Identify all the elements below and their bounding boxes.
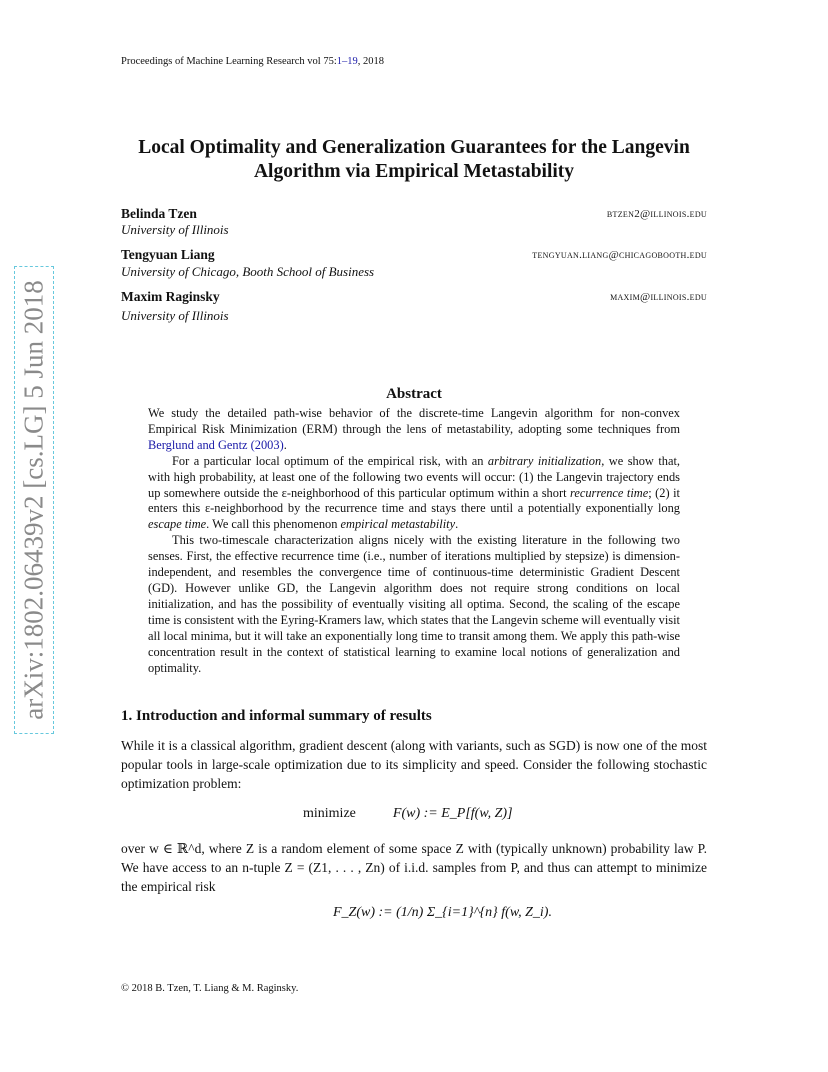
author-email-2[interactable]: tengyuan.liang@chicagobooth.edu: [532, 249, 707, 261]
section-p1-text: While it is a classical algorithm, gradient descent (along with variants, such as SGD) is now one of the most popular tools in large-scale optimization due to its simplicity and speed. Consider the following stochastic optimization problem:: [121, 738, 707, 791]
equation-1-label: minimize: [303, 806, 356, 821]
abstract-paragraph-3: This two-timescale characterization aligns nicely with the existing literature in the following two senses. First, the effective recurrence time (i.e., number of iterations multiplied by stepsize) is dimension-independent, and resembles the convergence time of continuous-time deterministic Gradient Descent (GD). However unlike GD, the Langevin algorithm does not require strong conditions on local initialization, and has the possibility of eventually visiting all optima. Second, the scaling of the escape time is consistent with the Eyring-Kramers law, which states that the Langevin scheme will eventually visit all local minima, but it will take an exponentially long time to transit among them. We apply this path-wise concentration result in the context of statistical learning to examine local notions of generalization and optimality.: [148, 533, 680, 675]
arxiv-stamp-text: arXiv:1802.06439v2 [cs.LG] 5 Jun 2018: [18, 280, 49, 720]
copyright-footer: © 2018 B. Tzen, T. Liang & M. Raginsky.: [121, 983, 299, 994]
section-heading: 1. Introduction and informal summary of results: [121, 708, 432, 724]
author-name-3: Maxim Raginsky: [121, 289, 220, 304]
citation-link[interactable]: Berglund and Gentz (2003): [148, 437, 284, 452]
title-line-2: Algorithm via Empirical Metastability: [253, 161, 575, 182]
pages-link[interactable]: 1–19: [336, 56, 358, 67]
abstract-p2-b: , we show that, with high probability, at least one of the following two events will occur: (1) the Langevin trajectory ends up somewhere outside the ε-neighborhood of this particular optimum within a short: [148, 453, 681, 500]
author-email-3[interactable]: maxim@illinois.edu: [610, 291, 707, 303]
author-email-1[interactable]: btzen2@illinois.edu: [606, 208, 707, 220]
abstract-p2-c: ; (2) it enters this ε-neighborhood by the recurrence time and stays there until a potentially exponentially long: [148, 485, 680, 516]
journal-header-suffix: , 2018: [357, 56, 385, 67]
abstract-p1-end: .: [283, 437, 287, 452]
equation-1: [303, 806, 513, 822]
abstract-p2-em3: escape time: [148, 517, 207, 532]
equation-2-expression: F_Z(w) := (1/n) Σ_{i=1}^{n} f(w, Z_i).: [333, 905, 552, 920]
abstract-p2-em2: recurrence time: [570, 485, 649, 500]
abstract-p2-em4: empirical metastability: [340, 517, 456, 532]
abstract-heading: Abstract: [386, 386, 442, 402]
author-affiliation-1: University of Illinois: [121, 222, 229, 237]
abstract-p2-a: For a particular local optimum of the empirical risk, with an: [172, 453, 488, 468]
author-name-1: Belinda Tzen: [121, 206, 197, 221]
abstract-paragraph-2: [148, 454, 680, 534]
equation-2: [333, 905, 552, 921]
author-affiliation-2: University of Chicago, Booth School of Business: [121, 264, 375, 279]
arxiv-stamp[interactable]: [14, 266, 54, 734]
section-paragraph-1: [121, 737, 707, 793]
abstract-p2-d: . We call this phenomenon: [206, 517, 341, 532]
section-p2-text: over w ∈ ℝ^d, where Z is a random element of some space Z with (typically unknown) probability law P. We have access to an n-tuple Z = (Z1, . . . , Zn) of i.i.d. samples from P, and thus can attempt to minimize the empirical risk: [121, 841, 707, 894]
journal-header-prefix: Proceedings of Machine Learning Research vol 75:: [121, 56, 337, 67]
journal-header: [121, 56, 384, 67]
abstract-paragraph-1: [148, 406, 680, 454]
abstract-body: [148, 406, 680, 676]
author-name-2: Tengyuan Liang: [121, 247, 215, 262]
abstract-p1-text: We study the detailed path-wise behavior of the discrete-time Langevin algorithm for non-convex Empirical Risk Minimization (ERM) through the lens of metastability, adopting some techniques from: [148, 406, 680, 436]
title-line-1: Local Optimality and Generalization Guarantees for the Langevin: [138, 137, 690, 158]
section-paragraph-2: [121, 840, 707, 896]
author-affiliation-3: University of Illinois: [121, 308, 229, 323]
abstract-p2-e: .: [455, 517, 459, 532]
equation-1-expression: F(w) := E_P[f(w, Z)]: [392, 806, 513, 821]
abstract-p2-em1: arbitrary initialization: [487, 453, 602, 468]
paper-title: [100, 136, 728, 184]
